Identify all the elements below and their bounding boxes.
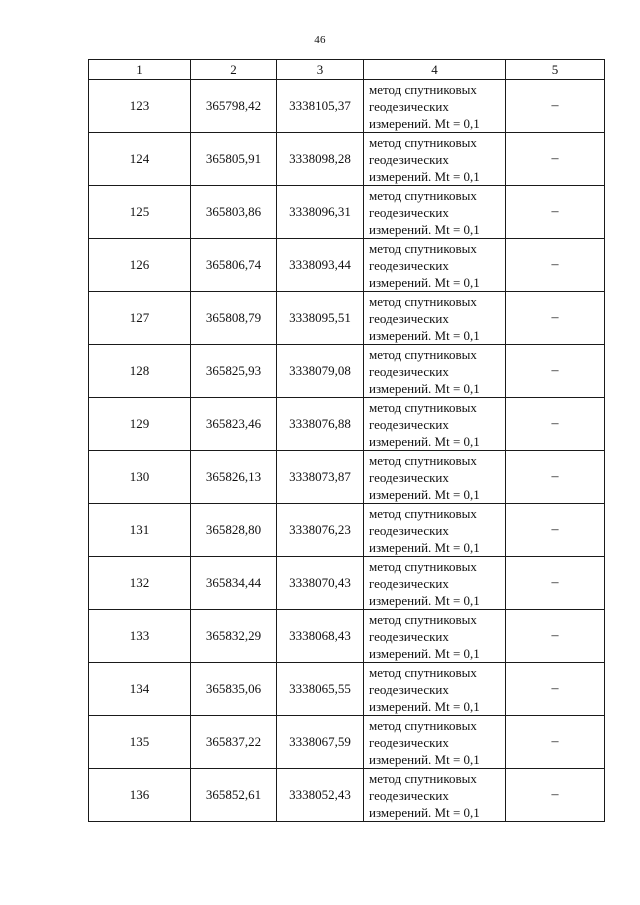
note-cell <box>506 292 605 345</box>
note-cell <box>506 557 605 610</box>
x-coordinate-cell <box>191 504 277 557</box>
point-number-cell-text: 129 <box>129 416 150 431</box>
note-cell <box>506 716 605 769</box>
table-row <box>89 716 605 769</box>
method-cell <box>364 239 506 292</box>
x-coordinate-cell-text: 365837,22 <box>205 734 262 749</box>
x-coordinate-cell <box>191 345 277 398</box>
point-number-cell-text: 132 <box>129 575 150 590</box>
y-coordinate-cell-text: 3338068,43 <box>289 628 351 643</box>
x-coordinate-cell <box>191 398 277 451</box>
x-coordinate-cell-text: 365826,13 <box>205 469 262 484</box>
x-coordinate-cell <box>191 557 277 610</box>
point-number-cell <box>89 557 191 610</box>
method-cell <box>364 557 506 610</box>
point-number-cell <box>89 239 191 292</box>
x-coordinate-cell-text: 365798,42 <box>205 98 262 113</box>
note-cell <box>506 239 605 292</box>
point-number-cell-text: 134 <box>129 681 150 696</box>
point-number-cell <box>89 716 191 769</box>
table-body <box>89 80 605 822</box>
method-cell-text: метод спутниковых геодезических измерений. Mt = 0,1 <box>369 399 480 449</box>
y-coordinate-cell <box>277 80 364 133</box>
y-coordinate-cell <box>277 716 364 769</box>
y-coordinate-cell-text: 3338095,51 <box>289 310 351 325</box>
x-coordinate-cell-text: 365832,29 <box>205 628 262 643</box>
method-cell-text: метод спутниковых геодезических измерений. Mt = 0,1 <box>369 717 480 767</box>
x-coordinate-cell-text: 365828,80 <box>205 522 262 537</box>
point-number-cell-text: 130 <box>129 469 150 484</box>
note-cell-text: – <box>551 98 559 113</box>
note-cell-text: – <box>551 575 559 590</box>
point-number-cell <box>89 133 191 186</box>
table-row <box>89 345 605 398</box>
method-cell-text: метод спутниковых геодезических измерений. Mt = 0,1 <box>369 770 480 820</box>
point-number-cell-text: 126 <box>129 257 150 272</box>
y-coordinate-cell-text: 3338070,43 <box>289 575 351 590</box>
note-cell-text: – <box>551 787 559 802</box>
table-row <box>89 292 605 345</box>
note-cell <box>506 80 605 133</box>
note-cell <box>506 663 605 716</box>
column-header: 4 <box>364 60 506 80</box>
x-coordinate-cell <box>191 451 277 504</box>
x-coordinate-cell <box>191 769 277 822</box>
x-coordinate-cell-text: 365835,06 <box>205 681 262 696</box>
point-number-cell-text: 133 <box>129 628 150 643</box>
table-row <box>89 239 605 292</box>
y-coordinate-cell <box>277 239 364 292</box>
table-row <box>89 451 605 504</box>
y-coordinate-cell <box>277 663 364 716</box>
table-row <box>89 610 605 663</box>
note-cell-text: – <box>551 310 559 325</box>
x-coordinate-cell <box>191 133 277 186</box>
x-coordinate-cell-text: 365823,46 <box>205 416 262 431</box>
x-coordinate-cell-text: 365803,86 <box>205 204 262 219</box>
note-cell <box>506 610 605 663</box>
y-coordinate-cell <box>277 504 364 557</box>
y-coordinate-cell <box>277 292 364 345</box>
method-cell <box>364 451 506 504</box>
note-cell <box>506 504 605 557</box>
note-cell-text: – <box>551 734 559 749</box>
note-cell-text: – <box>551 628 559 643</box>
method-cell <box>364 292 506 345</box>
point-number-cell <box>89 663 191 716</box>
method-cell-text: метод спутниковых геодезических измерений. Mt = 0,1 <box>369 505 480 555</box>
point-number-cell <box>89 292 191 345</box>
note-cell <box>506 769 605 822</box>
method-cell-text: метод спутниковых геодезических измерений. Mt = 0,1 <box>369 240 480 290</box>
method-cell <box>364 186 506 239</box>
table-row <box>89 398 605 451</box>
y-coordinate-cell-text: 3338093,44 <box>289 257 351 272</box>
table-row <box>89 504 605 557</box>
note-cell-text: – <box>551 204 559 219</box>
note-cell <box>506 186 605 239</box>
y-coordinate-cell-text: 3338096,31 <box>289 204 351 219</box>
y-coordinate-cell-text: 3338073,87 <box>289 469 351 484</box>
y-coordinate-cell <box>277 133 364 186</box>
point-number-cell-text: 127 <box>129 310 150 325</box>
method-cell-text: метод спутниковых геодезических измерений. Mt = 0,1 <box>369 452 480 502</box>
y-coordinate-cell-text: 3338065,55 <box>289 681 351 696</box>
table-row <box>89 80 605 133</box>
x-coordinate-cell-text: 365806,74 <box>205 257 262 272</box>
point-number-cell <box>89 451 191 504</box>
table-row <box>89 133 605 186</box>
column-header: 5 <box>506 60 605 80</box>
table-row <box>89 186 605 239</box>
note-cell-text: – <box>551 416 559 431</box>
x-coordinate-cell-text: 365805,91 <box>205 151 262 166</box>
x-coordinate-cell <box>191 80 277 133</box>
x-coordinate-cell <box>191 186 277 239</box>
y-coordinate-cell-text: 3338076,23 <box>289 522 351 537</box>
method-cell <box>364 504 506 557</box>
note-cell-text: – <box>551 363 559 378</box>
method-cell <box>364 80 506 133</box>
note-cell-text: – <box>551 681 559 696</box>
point-number-cell <box>89 80 191 133</box>
note-cell <box>506 345 605 398</box>
point-number-cell <box>89 504 191 557</box>
y-coordinate-cell <box>277 769 364 822</box>
table-row <box>89 769 605 822</box>
point-number-cell <box>89 345 191 398</box>
x-coordinate-cell-text: 365808,79 <box>205 310 262 325</box>
page-number: 46 <box>314 34 326 46</box>
method-cell <box>364 398 506 451</box>
column-header: 2 <box>191 60 277 80</box>
method-cell-text: метод спутниковых геодезических измерений. Mt = 0,1 <box>369 664 480 714</box>
y-coordinate-cell <box>277 610 364 663</box>
point-number-cell-text: 131 <box>129 522 150 537</box>
table-row <box>89 557 605 610</box>
y-coordinate-cell-text: 3338098,28 <box>289 151 351 166</box>
method-cell-text: метод спутниковых геодезических измерений. Mt = 0,1 <box>369 187 480 237</box>
x-coordinate-cell <box>191 663 277 716</box>
method-cell <box>364 716 506 769</box>
y-coordinate-cell <box>277 451 364 504</box>
method-cell <box>364 610 506 663</box>
y-coordinate-cell <box>277 186 364 239</box>
x-coordinate-cell-text: 365834,44 <box>205 575 262 590</box>
x-coordinate-cell-text: 365825,93 <box>205 363 262 378</box>
column-header: 3 <box>277 60 364 80</box>
method-cell-text: метод спутниковых геодезических измерений. Mt = 0,1 <box>369 293 480 343</box>
y-coordinate-cell <box>277 398 364 451</box>
point-number-cell-text: 128 <box>129 363 150 378</box>
y-coordinate-cell-text: 3338067,59 <box>289 734 351 749</box>
column-header: 1 <box>89 60 191 80</box>
point-number-cell <box>89 398 191 451</box>
method-cell-text: метод спутниковых геодезических измерений. Mt = 0,1 <box>369 346 480 396</box>
coordinates-table <box>88 59 605 822</box>
x-coordinate-cell <box>191 239 277 292</box>
note-cell-text: – <box>551 522 559 537</box>
point-number-cell-text: 125 <box>129 204 150 219</box>
x-coordinate-cell <box>191 610 277 663</box>
y-coordinate-cell <box>277 345 364 398</box>
note-cell <box>506 398 605 451</box>
point-number-cell-text: 123 <box>129 98 150 113</box>
x-coordinate-cell <box>191 292 277 345</box>
point-number-cell <box>89 769 191 822</box>
point-number-cell <box>89 610 191 663</box>
y-coordinate-cell-text: 3338079,08 <box>289 363 351 378</box>
method-cell-text: метод спутниковых геодезических измерений. Mt = 0,1 <box>369 611 480 661</box>
method-cell <box>364 133 506 186</box>
note-cell-text: – <box>551 469 559 484</box>
method-cell <box>364 769 506 822</box>
point-number-cell-text: 124 <box>129 151 150 166</box>
note-cell <box>506 451 605 504</box>
method-cell <box>364 345 506 398</box>
point-number-cell-text: 135 <box>129 734 150 749</box>
table-header-row <box>89 60 605 80</box>
y-coordinate-cell-text: 3338076,88 <box>289 416 351 431</box>
method-cell-text: метод спутниковых геодезических измерений. Mt = 0,1 <box>369 81 480 131</box>
y-coordinate-cell-text: 3338052,43 <box>289 787 351 802</box>
point-number-cell-text: 136 <box>129 787 150 802</box>
note-cell-text: – <box>551 257 559 272</box>
method-cell-text: метод спутниковых геодезических измерений. Mt = 0,1 <box>369 558 480 608</box>
note-cell-text: – <box>551 151 559 166</box>
y-coordinate-cell <box>277 557 364 610</box>
y-coordinate-cell-text: 3338105,37 <box>289 98 351 113</box>
note-cell <box>506 133 605 186</box>
table-row <box>89 663 605 716</box>
x-coordinate-cell-text: 365852,61 <box>205 787 262 802</box>
x-coordinate-cell <box>191 716 277 769</box>
point-number-cell <box>89 186 191 239</box>
method-cell <box>364 663 506 716</box>
method-cell-text: метод спутниковых геодезических измерений. Mt = 0,1 <box>369 134 480 184</box>
